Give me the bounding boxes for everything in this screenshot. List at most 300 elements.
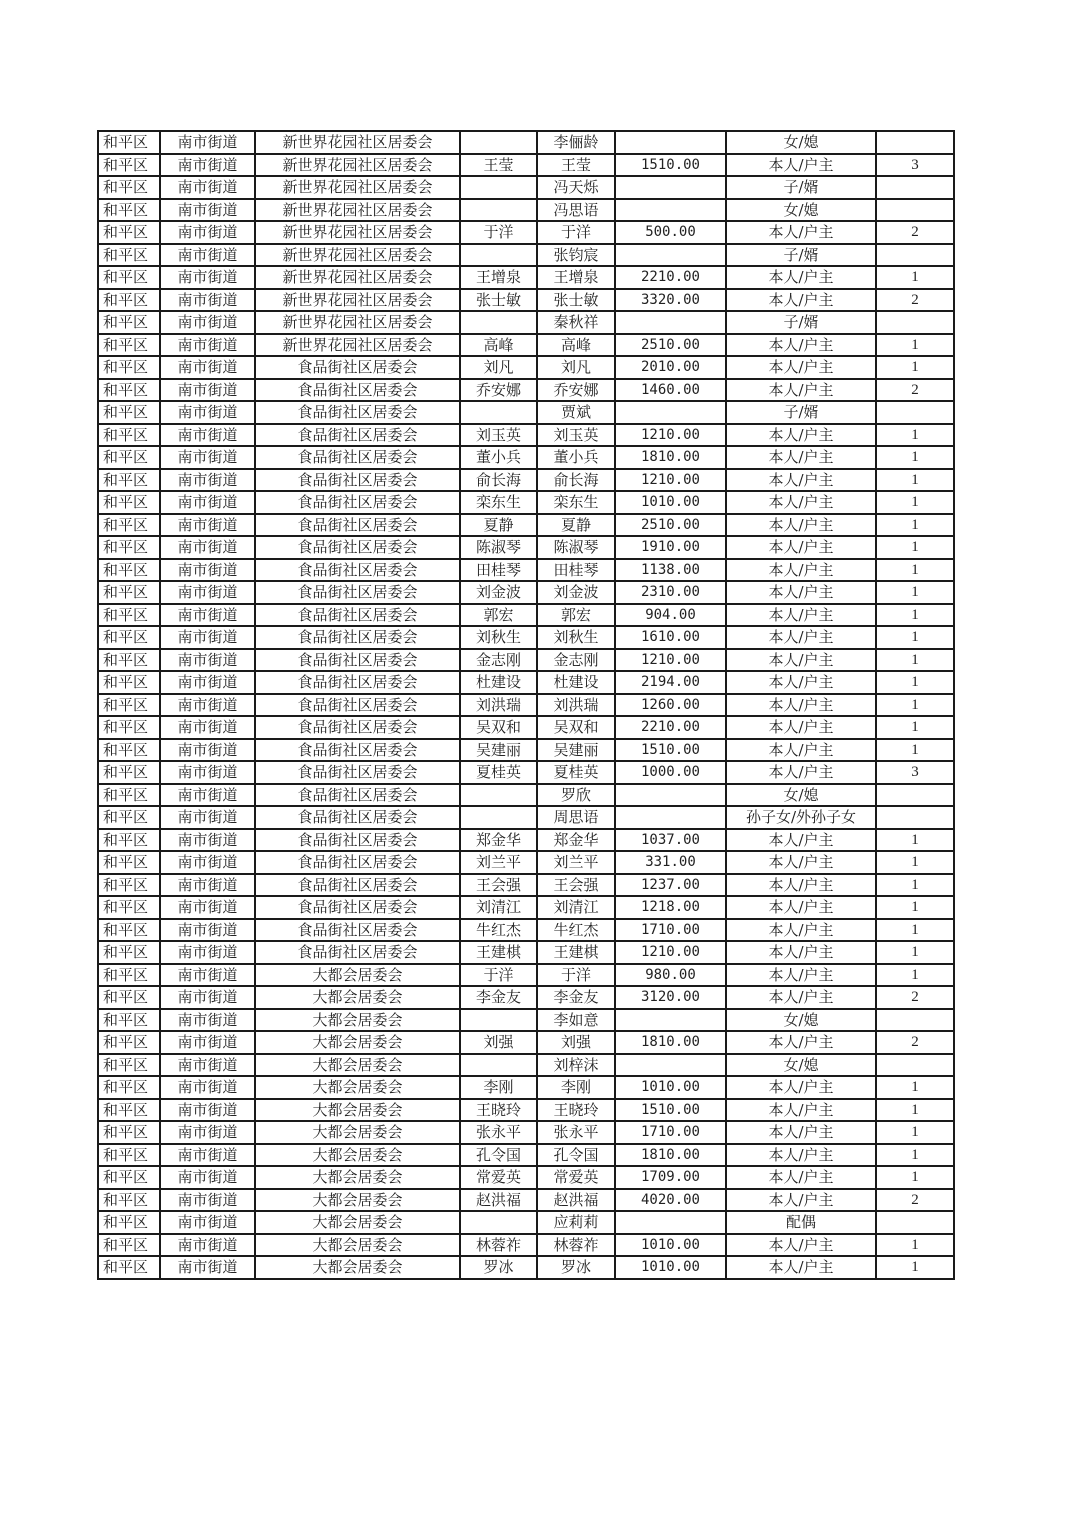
district-cell: 和平区	[98, 761, 160, 784]
income-cell	[615, 1009, 726, 1032]
applicant-cell: 陈淑琴	[460, 536, 537, 559]
member-cell: 罗冰	[537, 1256, 615, 1279]
applicant-cell: 张士敏	[460, 289, 537, 312]
relation-cell: 女/媳	[726, 131, 876, 154]
table-row	[98, 1054, 954, 1077]
table-row	[98, 356, 954, 379]
committee-cell: 食品街社区居委会	[255, 829, 460, 852]
relation-cell: 本人/户主	[726, 1121, 876, 1144]
table-row	[98, 311, 954, 334]
relation-cell: 子/婿	[726, 401, 876, 424]
member-cell: 王莹	[537, 154, 615, 177]
income-cell: 1460.00	[615, 379, 726, 402]
street-cell: 南市街道	[160, 199, 255, 222]
relation-cell: 本人/户主	[726, 964, 876, 987]
committee-cell: 大都会居委会	[255, 1189, 460, 1212]
applicant-cell: 王莹	[460, 154, 537, 177]
member-cell: 金志刚	[537, 649, 615, 672]
table-row	[98, 964, 954, 987]
applicant-cell: 赵洪福	[460, 1189, 537, 1212]
table-row	[98, 1234, 954, 1257]
member-cell: 冯思语	[537, 199, 615, 222]
table-row	[98, 604, 954, 627]
street-cell: 南市街道	[160, 446, 255, 469]
table-row	[98, 559, 954, 582]
member-cell: 董小兵	[537, 446, 615, 469]
street-cell: 南市街道	[160, 559, 255, 582]
applicant-cell	[460, 176, 537, 199]
street-cell: 南市街道	[160, 536, 255, 559]
relation-cell: 本人/户主	[726, 491, 876, 514]
applicant-cell: 郑金华	[460, 829, 537, 852]
member-cell: 刘金波	[537, 581, 615, 604]
district-cell: 和平区	[98, 671, 160, 694]
district-cell: 和平区	[98, 199, 160, 222]
table-row	[98, 334, 954, 357]
member-cell: 俞长海	[537, 469, 615, 492]
street-cell: 南市街道	[160, 289, 255, 312]
district-cell: 和平区	[98, 311, 160, 334]
committee-cell: 食品街社区居委会	[255, 536, 460, 559]
income-cell: 1210.00	[615, 469, 726, 492]
income-cell: 1910.00	[615, 536, 726, 559]
street-cell: 南市街道	[160, 244, 255, 267]
table-row	[98, 446, 954, 469]
income-cell: 980.00	[615, 964, 726, 987]
relation-cell: 女/媳	[726, 199, 876, 222]
table-row	[98, 244, 954, 267]
member-cell: 李俪龄	[537, 131, 615, 154]
income-cell: 1218.00	[615, 896, 726, 919]
committee-cell: 食品街社区居委会	[255, 446, 460, 469]
household-size-cell: 1	[876, 964, 954, 987]
relation-cell: 本人/户主	[726, 716, 876, 739]
street-cell: 南市街道	[160, 694, 255, 717]
income-cell: 1000.00	[615, 761, 726, 784]
member-cell: 刘清江	[537, 896, 615, 919]
street-cell: 南市街道	[160, 604, 255, 627]
relation-cell: 本人/户主	[726, 379, 876, 402]
income-cell	[615, 806, 726, 829]
household-size-cell	[876, 311, 954, 334]
household-size-cell: 3	[876, 154, 954, 177]
income-cell: 1010.00	[615, 1234, 726, 1257]
street-cell: 南市街道	[160, 986, 255, 1009]
income-cell: 1510.00	[615, 1099, 726, 1122]
committee-cell: 食品街社区居委会	[255, 784, 460, 807]
table-row	[98, 379, 954, 402]
member-cell: 郭宏	[537, 604, 615, 627]
household-size-cell: 1	[876, 334, 954, 357]
street-cell: 南市街道	[160, 1189, 255, 1212]
member-cell: 孔令国	[537, 1144, 615, 1167]
table-row	[98, 1121, 954, 1144]
income-cell: 2510.00	[615, 514, 726, 537]
income-cell: 2210.00	[615, 266, 726, 289]
income-cell: 3320.00	[615, 289, 726, 312]
committee-cell: 大都会居委会	[255, 1121, 460, 1144]
applicant-cell: 牛红杰	[460, 919, 537, 942]
member-cell: 于洋	[537, 221, 615, 244]
relation-cell: 本人/户主	[726, 671, 876, 694]
relation-cell: 本人/户主	[726, 1099, 876, 1122]
district-cell: 和平区	[98, 1189, 160, 1212]
household-size-cell: 1	[876, 919, 954, 942]
district-cell: 和平区	[98, 446, 160, 469]
applicant-cell	[460, 784, 537, 807]
income-cell: 1510.00	[615, 154, 726, 177]
member-cell: 罗欣	[537, 784, 615, 807]
household-size-cell: 1	[876, 559, 954, 582]
income-cell: 1037.00	[615, 829, 726, 852]
relation-cell: 本人/户主	[726, 1076, 876, 1099]
committee-cell: 新世界花园社区居委会	[255, 289, 460, 312]
table-row	[98, 289, 954, 312]
relation-cell: 本人/户主	[726, 986, 876, 1009]
member-cell: 周思语	[537, 806, 615, 829]
street-cell: 南市街道	[160, 581, 255, 604]
income-cell: 1709.00	[615, 1166, 726, 1189]
committee-cell: 新世界花园社区居委会	[255, 266, 460, 289]
street-cell: 南市街道	[160, 626, 255, 649]
table-row	[98, 581, 954, 604]
income-cell: 2310.00	[615, 581, 726, 604]
table-row	[98, 1099, 954, 1122]
income-cell: 500.00	[615, 221, 726, 244]
member-cell: 刘玉英	[537, 424, 615, 447]
relation-cell: 本人/户主	[726, 941, 876, 964]
applicant-cell: 刘强	[460, 1031, 537, 1054]
household-size-cell: 1	[876, 446, 954, 469]
household-size-cell: 1	[876, 874, 954, 897]
applicant-cell	[460, 806, 537, 829]
committee-cell: 食品街社区居委会	[255, 739, 460, 762]
applicant-cell: 刘凡	[460, 356, 537, 379]
table-row	[98, 694, 954, 717]
income-cell: 1138.00	[615, 559, 726, 582]
member-cell: 赵洪福	[537, 1189, 615, 1212]
income-cell: 1237.00	[615, 874, 726, 897]
applicant-cell: 王建棋	[460, 941, 537, 964]
committee-cell: 食品街社区居委会	[255, 761, 460, 784]
committee-cell: 大都会居委会	[255, 1099, 460, 1122]
relation-cell: 本人/户主	[726, 1189, 876, 1212]
street-cell: 南市街道	[160, 761, 255, 784]
household-size-cell: 1	[876, 829, 954, 852]
income-cell: 1810.00	[615, 446, 726, 469]
relation-cell: 女/媳	[726, 784, 876, 807]
committee-cell: 大都会居委会	[255, 1256, 460, 1279]
table-row	[98, 1256, 954, 1279]
district-cell: 和平区	[98, 514, 160, 537]
district-cell: 和平区	[98, 536, 160, 559]
household-size-cell	[876, 1009, 954, 1032]
household-size-cell: 1	[876, 581, 954, 604]
committee-cell: 新世界花园社区居委会	[255, 199, 460, 222]
street-cell: 南市街道	[160, 919, 255, 942]
table-row	[98, 221, 954, 244]
street-cell: 南市街道	[160, 1256, 255, 1279]
relation-cell: 本人/户主	[726, 221, 876, 244]
member-cell: 秦秋祥	[537, 311, 615, 334]
relation-cell: 本人/户主	[726, 1256, 876, 1279]
district-cell: 和平区	[98, 469, 160, 492]
relation-cell: 本人/户主	[726, 581, 876, 604]
district-cell: 和平区	[98, 1099, 160, 1122]
street-cell: 南市街道	[160, 221, 255, 244]
member-cell: 应莉莉	[537, 1211, 615, 1234]
committee-cell: 新世界花园社区居委会	[255, 176, 460, 199]
applicant-cell	[460, 131, 537, 154]
relation-cell: 本人/户主	[726, 874, 876, 897]
committee-cell: 大都会居委会	[255, 1009, 460, 1032]
table-row	[98, 514, 954, 537]
street-cell: 南市街道	[160, 716, 255, 739]
committee-cell: 大都会居委会	[255, 986, 460, 1009]
street-cell: 南市街道	[160, 266, 255, 289]
table-row	[98, 649, 954, 672]
district-cell: 和平区	[98, 266, 160, 289]
table-row	[98, 131, 954, 154]
street-cell: 南市街道	[160, 1054, 255, 1077]
street-cell: 南市街道	[160, 874, 255, 897]
street-cell: 南市街道	[160, 1234, 255, 1257]
table-row	[98, 1009, 954, 1032]
relation-cell: 本人/户主	[726, 469, 876, 492]
street-cell: 南市街道	[160, 964, 255, 987]
district-cell: 和平区	[98, 1166, 160, 1189]
relation-cell: 本人/户主	[726, 896, 876, 919]
district-cell: 和平区	[98, 626, 160, 649]
household-data-table	[97, 130, 955, 1280]
street-cell: 南市街道	[160, 401, 255, 424]
income-cell: 1010.00	[615, 1256, 726, 1279]
district-cell: 和平区	[98, 649, 160, 672]
table-row	[98, 874, 954, 897]
table-row	[98, 1144, 954, 1167]
committee-cell: 大都会居委会	[255, 1211, 460, 1234]
income-cell	[615, 311, 726, 334]
district-cell: 和平区	[98, 289, 160, 312]
income-cell	[615, 199, 726, 222]
member-cell: 刘凡	[537, 356, 615, 379]
relation-cell: 本人/户主	[726, 761, 876, 784]
applicant-cell: 栾东生	[460, 491, 537, 514]
member-cell: 王会强	[537, 874, 615, 897]
table-row	[98, 626, 954, 649]
income-cell: 331.00	[615, 851, 726, 874]
table-row	[98, 1166, 954, 1189]
district-cell: 和平区	[98, 874, 160, 897]
household-size-cell: 1	[876, 716, 954, 739]
household-size-cell: 1	[876, 1256, 954, 1279]
street-cell: 南市街道	[160, 154, 255, 177]
table-row	[98, 784, 954, 807]
committee-cell: 食品街社区居委会	[255, 401, 460, 424]
relation-cell: 子/婿	[726, 244, 876, 267]
table-row	[98, 266, 954, 289]
member-cell: 于洋	[537, 964, 615, 987]
relation-cell: 本人/户主	[726, 851, 876, 874]
district-cell: 和平区	[98, 424, 160, 447]
applicant-cell: 于洋	[460, 964, 537, 987]
member-cell: 夏静	[537, 514, 615, 537]
income-cell	[615, 1211, 726, 1234]
household-size-cell	[876, 244, 954, 267]
income-cell: 2510.00	[615, 334, 726, 357]
street-cell: 南市街道	[160, 739, 255, 762]
district-cell: 和平区	[98, 694, 160, 717]
table-row	[98, 1211, 954, 1234]
applicant-cell	[460, 401, 537, 424]
committee-cell: 大都会居委会	[255, 1054, 460, 1077]
table-row	[98, 176, 954, 199]
household-size-cell	[876, 806, 954, 829]
committee-cell: 食品街社区居委会	[255, 581, 460, 604]
household-size-cell: 1	[876, 424, 954, 447]
household-size-cell: 1	[876, 896, 954, 919]
street-cell: 南市街道	[160, 1099, 255, 1122]
table-row	[98, 424, 954, 447]
relation-cell: 本人/户主	[726, 356, 876, 379]
relation-cell: 本人/户主	[726, 739, 876, 762]
table-row	[98, 1076, 954, 1099]
district-cell: 和平区	[98, 851, 160, 874]
household-size-cell: 1	[876, 1076, 954, 1099]
street-cell: 南市街道	[160, 176, 255, 199]
income-cell: 1010.00	[615, 491, 726, 514]
street-cell: 南市街道	[160, 896, 255, 919]
committee-cell: 食品街社区居委会	[255, 919, 460, 942]
relation-cell: 本人/户主	[726, 266, 876, 289]
committee-cell: 食品街社区居委会	[255, 806, 460, 829]
income-cell: 1510.00	[615, 739, 726, 762]
household-size-cell	[876, 176, 954, 199]
household-size-cell: 1	[876, 469, 954, 492]
household-size-cell	[876, 1211, 954, 1234]
committee-cell: 食品街社区居委会	[255, 896, 460, 919]
income-cell: 2210.00	[615, 716, 726, 739]
applicant-cell	[460, 244, 537, 267]
member-cell: 陈淑琴	[537, 536, 615, 559]
income-cell: 1210.00	[615, 424, 726, 447]
applicant-cell: 杜建设	[460, 671, 537, 694]
relation-cell: 本人/户主	[726, 1031, 876, 1054]
household-size-cell: 1	[876, 1144, 954, 1167]
applicant-cell: 董小兵	[460, 446, 537, 469]
district-cell: 和平区	[98, 221, 160, 244]
applicant-cell: 夏桂英	[460, 761, 537, 784]
household-size-cell	[876, 784, 954, 807]
applicant-cell: 李金友	[460, 986, 537, 1009]
table-body	[98, 131, 954, 1279]
member-cell: 刘秋生	[537, 626, 615, 649]
applicant-cell	[460, 1009, 537, 1032]
relation-cell: 本人/户主	[726, 289, 876, 312]
household-size-cell	[876, 401, 954, 424]
applicant-cell: 常爱英	[460, 1166, 537, 1189]
applicant-cell: 王增泉	[460, 266, 537, 289]
member-cell: 刘兰平	[537, 851, 615, 874]
street-cell: 南市街道	[160, 1009, 255, 1032]
relation-cell: 本人/户主	[726, 1144, 876, 1167]
applicant-cell: 高峰	[460, 334, 537, 357]
income-cell: 1810.00	[615, 1144, 726, 1167]
district-cell: 和平区	[98, 176, 160, 199]
table-row	[98, 154, 954, 177]
table-row	[98, 941, 954, 964]
member-cell: 吴建丽	[537, 739, 615, 762]
district-cell: 和平区	[98, 919, 160, 942]
applicant-cell: 刘洪瑞	[460, 694, 537, 717]
committee-cell: 新世界花园社区居委会	[255, 334, 460, 357]
applicant-cell: 乔安娜	[460, 379, 537, 402]
committee-cell: 食品街社区居委会	[255, 356, 460, 379]
street-cell: 南市街道	[160, 424, 255, 447]
table-row	[98, 199, 954, 222]
member-cell: 田桂琴	[537, 559, 615, 582]
member-cell: 张永平	[537, 1121, 615, 1144]
district-cell: 和平区	[98, 784, 160, 807]
household-size-cell: 1	[876, 626, 954, 649]
member-cell: 杜建设	[537, 671, 615, 694]
member-cell: 刘强	[537, 1031, 615, 1054]
relation-cell: 本人/户主	[726, 559, 876, 582]
relation-cell: 本人/户主	[726, 1234, 876, 1257]
household-size-cell	[876, 199, 954, 222]
district-cell: 和平区	[98, 739, 160, 762]
household-size-cell: 1	[876, 1099, 954, 1122]
household-size-cell: 2	[876, 986, 954, 1009]
committee-cell: 食品街社区居委会	[255, 671, 460, 694]
household-size-cell: 1	[876, 1234, 954, 1257]
member-cell: 王晓玲	[537, 1099, 615, 1122]
street-cell: 南市街道	[160, 1121, 255, 1144]
table-row	[98, 739, 954, 762]
district-cell: 和平区	[98, 1144, 160, 1167]
table-row	[98, 469, 954, 492]
table-row	[98, 896, 954, 919]
relation-cell: 女/媳	[726, 1054, 876, 1077]
household-size-cell: 1	[876, 694, 954, 717]
household-size-cell: 1	[876, 491, 954, 514]
relation-cell: 本人/户主	[726, 536, 876, 559]
income-cell: 1710.00	[615, 919, 726, 942]
street-cell: 南市街道	[160, 1144, 255, 1167]
relation-cell: 本人/户主	[726, 424, 876, 447]
income-cell: 2010.00	[615, 356, 726, 379]
household-size-cell: 1	[876, 1166, 954, 1189]
committee-cell: 食品街社区居委会	[255, 851, 460, 874]
income-cell	[615, 131, 726, 154]
table-row	[98, 806, 954, 829]
household-size-cell: 1	[876, 356, 954, 379]
district-cell: 和平区	[98, 896, 160, 919]
district-cell: 和平区	[98, 716, 160, 739]
table-row	[98, 671, 954, 694]
table-row	[98, 919, 954, 942]
district-cell: 和平区	[98, 829, 160, 852]
relation-cell: 子/婿	[726, 176, 876, 199]
applicant-cell: 王会强	[460, 874, 537, 897]
applicant-cell: 刘清江	[460, 896, 537, 919]
income-cell: 1710.00	[615, 1121, 726, 1144]
committee-cell: 新世界花园社区居委会	[255, 154, 460, 177]
member-cell: 乔安娜	[537, 379, 615, 402]
income-cell: 4020.00	[615, 1189, 726, 1212]
committee-cell: 新世界花园社区居委会	[255, 131, 460, 154]
street-cell: 南市街道	[160, 379, 255, 402]
